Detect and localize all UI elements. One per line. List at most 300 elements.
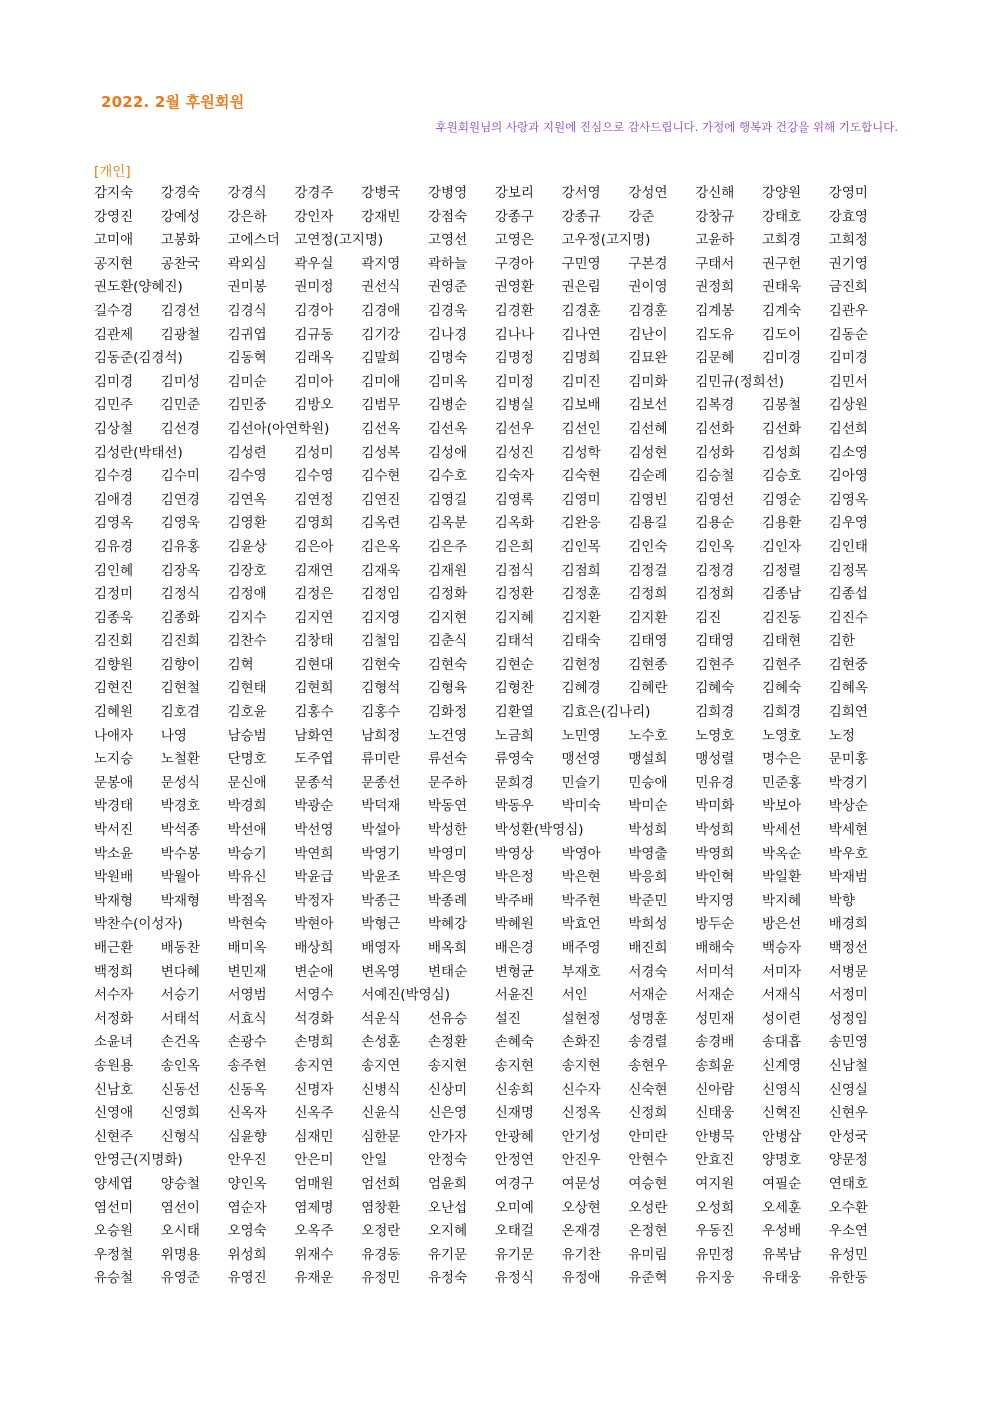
donor-name: 박은영 xyxy=(428,869,468,886)
donor-name: 김보선 xyxy=(628,397,668,414)
donor-name: 김진수 xyxy=(828,609,868,626)
donor-name: 박은현 xyxy=(561,869,601,886)
donor-name: 오성희 xyxy=(695,1199,735,1216)
donor-name: 김영환 xyxy=(227,515,267,532)
donor-name: 강보리 xyxy=(494,185,534,201)
donor-name: 박광순 xyxy=(294,798,334,815)
donor-name: 김영희 xyxy=(294,515,334,532)
donor-name: 김선우 xyxy=(494,420,534,437)
donor-name: 유재운 xyxy=(294,1270,334,1287)
donor-name: 오옥주 xyxy=(294,1223,334,1240)
donor-name: 손광수 xyxy=(227,1034,267,1051)
donor-name: 김경욱 xyxy=(428,302,468,319)
donor-name: 박소윤 xyxy=(94,845,134,862)
donor-name: 서재순 xyxy=(628,987,668,1004)
donor-name: 김연진 xyxy=(361,491,401,508)
donor-name: 김선화 xyxy=(695,420,735,437)
donor-name: 김혜란 xyxy=(628,680,668,697)
donor-name: 염선미 xyxy=(94,1199,134,1216)
donor-name: 김은희 xyxy=(494,538,534,555)
donor-name: 맹성렬 xyxy=(695,751,735,768)
donor-name: 우동진 xyxy=(695,1223,735,1240)
donor-name: 김미경 xyxy=(94,373,134,390)
donor-name: 박원배 xyxy=(94,869,134,886)
donor-name: 김성란(박태선) xyxy=(94,444,183,461)
donor-name: 남희정 xyxy=(361,727,401,744)
donor-name: 박일환 xyxy=(762,869,802,886)
donor-name: 김명숙 xyxy=(428,350,468,367)
donor-name: 김희경 xyxy=(762,704,802,721)
donor-name: 안영근(지명화) xyxy=(94,1152,183,1169)
donor-name: 김병순 xyxy=(428,397,468,414)
donor-name: 성이련 xyxy=(762,1010,802,1027)
name-row xyxy=(94,631,894,655)
donor-name: 김태현 xyxy=(762,633,802,650)
donor-name: 권선식 xyxy=(361,279,401,296)
donor-name: 손혜숙 xyxy=(494,1034,534,1051)
donor-name: 서영수 xyxy=(294,987,334,1004)
donor-name: 김소영 xyxy=(828,444,868,461)
donor-name: 김현종 xyxy=(628,656,668,673)
donor-name: 신수자 xyxy=(561,1081,601,1098)
donor-name: 신혁진 xyxy=(762,1105,802,1122)
donor-name: 권이영 xyxy=(628,279,668,296)
donor-name: 박동우 xyxy=(494,798,534,815)
donor-name: 강영진 xyxy=(94,208,134,225)
donor-name: 엄선희 xyxy=(361,1175,401,1192)
donor-name: 박승기 xyxy=(227,845,267,862)
donor-name: 박희성 xyxy=(628,916,668,933)
donor-name: 신송희 xyxy=(494,1081,534,1098)
donor-name: 송희윤 xyxy=(695,1057,735,1074)
name-row xyxy=(94,655,894,679)
donor-name: 권구헌 xyxy=(762,255,802,272)
donor-name: 손화진 xyxy=(561,1034,601,1051)
donor-name: 문종석 xyxy=(294,774,334,791)
donor-name: 김선혜 xyxy=(628,420,668,437)
donor-name: 오상현 xyxy=(561,1199,601,1216)
donor-name: 박유신 xyxy=(227,869,267,886)
donor-name: 김종섭 xyxy=(828,586,868,603)
donor-name: 백승자 xyxy=(762,940,802,956)
donor-name: 곽하늘 xyxy=(428,255,468,272)
donor-name: 손건옥 xyxy=(160,1034,200,1051)
donor-name: 김성희 xyxy=(762,444,802,461)
donor-name: 김현진 xyxy=(94,680,134,697)
donor-name: 유승철 xyxy=(94,1270,134,1287)
donor-name: 권정희 xyxy=(695,279,735,296)
donor-name: 김은아 xyxy=(294,538,334,555)
donor-name: 유민정 xyxy=(695,1246,735,1263)
donor-name: 신동옥 xyxy=(227,1081,267,1098)
donor-name: 김지영 xyxy=(361,609,401,626)
donor-name: 김동준(김경석) xyxy=(94,350,183,367)
donor-name: 김현정 xyxy=(561,656,601,673)
donor-name: 강종규 xyxy=(561,208,601,225)
donor-name: 여승현 xyxy=(628,1175,668,1192)
donor-name: 김보배 xyxy=(561,397,601,414)
donor-name: 오승원 xyxy=(94,1223,134,1240)
donor-name: 김효은(김나리) xyxy=(561,704,651,721)
donor-name: 김관제 xyxy=(94,326,134,343)
donor-name: 김수현 xyxy=(361,468,401,485)
donor-name: 김성현 xyxy=(628,444,668,461)
donor-name: 김영순 xyxy=(762,491,802,508)
donor-name: 김숙현 xyxy=(561,468,601,485)
donor-name: 김혜경 xyxy=(561,680,601,697)
donor-name: 서태석 xyxy=(160,1010,200,1027)
donor-name: 맹설희 xyxy=(628,751,668,768)
name-row xyxy=(94,1150,894,1174)
donor-name: 김인목 xyxy=(561,538,601,555)
donor-name: 김우영 xyxy=(828,515,868,532)
donor-name: 김도유 xyxy=(695,326,735,343)
donor-name: 박수봉 xyxy=(160,845,200,862)
donor-name: 신정희 xyxy=(628,1105,668,1122)
donor-name: 신윤식 xyxy=(361,1105,401,1122)
donor-name: 민슬기 xyxy=(561,774,601,791)
donor-name: 위재수 xyxy=(294,1246,334,1263)
donor-name: 강양원 xyxy=(762,185,802,201)
donor-name: 김한 xyxy=(828,633,855,650)
donor-name: 김인숙 xyxy=(628,538,668,555)
donor-name: 손명희 xyxy=(294,1034,334,1051)
donor-name: 김연경 xyxy=(160,491,200,508)
donor-name: 서미석 xyxy=(695,963,735,980)
donor-name: 김향이 xyxy=(160,656,200,673)
donor-name: 문신애 xyxy=(227,774,267,791)
donor-name: 박상순 xyxy=(828,798,868,815)
donor-name: 오지혜 xyxy=(428,1223,468,1240)
donor-name: 길수경 xyxy=(94,302,134,319)
donor-name: 성민재 xyxy=(695,1010,735,1027)
donor-name: 김형육 xyxy=(428,680,468,697)
donor-name: 박성희 xyxy=(695,822,735,839)
name-row xyxy=(94,678,894,702)
donor-name: 김지혜 xyxy=(494,609,534,626)
section-label-individual: [개인] xyxy=(94,164,131,180)
donor-name: 강병영 xyxy=(428,185,468,201)
donor-name: 송대흡 xyxy=(762,1034,802,1051)
donor-name: 박지영 xyxy=(695,892,735,909)
donor-name: 곽우실 xyxy=(294,255,334,272)
donor-name: 김혁 xyxy=(227,656,254,673)
donor-name: 김유홍 xyxy=(160,538,200,555)
donor-name: 금진희 xyxy=(828,279,868,296)
donor-name: 김성복 xyxy=(361,444,401,461)
donor-name: 유기문 xyxy=(428,1246,468,1263)
donor-name: 김윤상 xyxy=(227,538,267,555)
name-row xyxy=(94,726,894,750)
donor-name: 우정철 xyxy=(94,1246,134,1263)
donor-name: 김환열 xyxy=(494,704,534,721)
donor-name: 강은하 xyxy=(227,208,267,225)
name-row xyxy=(94,490,894,514)
donor-name: 도주엽 xyxy=(294,751,334,768)
donor-name: 김진 xyxy=(695,609,722,626)
donor-name: 김미성 xyxy=(160,373,200,390)
donor-name: 김순례 xyxy=(628,468,668,485)
donor-name: 김미정 xyxy=(494,373,534,390)
name-row xyxy=(94,749,894,773)
donor-name: 박주배 xyxy=(494,892,534,909)
name-row xyxy=(94,348,894,372)
donor-name: 김현순 xyxy=(494,656,534,673)
donor-name: 김계봉 xyxy=(695,302,735,319)
thanks-message: 후원회원님의 사랑과 지원에 진심으로 감사드립니다. 가정에 행복과 건강을 위해 기도합니다. xyxy=(435,120,898,134)
donor-name: 오세훈 xyxy=(762,1199,802,1216)
donor-name: 신남철 xyxy=(828,1057,868,1074)
donor-name: 김상원 xyxy=(828,397,868,414)
donor-name: 박성한 xyxy=(428,822,468,839)
donor-name: 방두순 xyxy=(695,916,735,933)
donor-name: 곽외심 xyxy=(227,255,267,272)
donor-name: 위성희 xyxy=(227,1246,267,1263)
donor-name: 김영미 xyxy=(561,491,601,508)
donor-name: 심재민 xyxy=(294,1128,334,1145)
donor-name: 단명호 xyxy=(227,751,267,768)
donor-name: 온재경 xyxy=(561,1223,601,1240)
name-row xyxy=(94,1009,894,1033)
donor-name: 유미림 xyxy=(628,1246,668,1263)
donor-name: 서경숙 xyxy=(628,963,668,980)
donor-name: 박보아 xyxy=(762,798,802,815)
name-row xyxy=(94,301,894,325)
donor-name: 서병문 xyxy=(828,963,868,980)
donor-name: 신영식 xyxy=(762,1081,802,1098)
donor-name: 김옥분 xyxy=(428,515,468,532)
donor-name: 서수자 xyxy=(94,987,134,1004)
donor-name: 박혜강 xyxy=(428,916,468,933)
donor-name: 류선숙 xyxy=(428,751,468,768)
donor-name: 김수미 xyxy=(160,468,200,485)
donor-name: 김태석 xyxy=(494,633,534,650)
donor-name: 강재빈 xyxy=(361,208,401,225)
donor-name: 김용환 xyxy=(762,515,802,532)
donor-name: 강준 xyxy=(628,208,655,225)
donor-name: 김경훈 xyxy=(628,302,668,319)
donor-name: 김수호 xyxy=(428,468,468,485)
donor-name: 배진희 xyxy=(628,940,668,956)
donor-name: 김정걸 xyxy=(628,562,668,579)
donor-name: 박은정 xyxy=(494,869,534,886)
donor-name: 김철임 xyxy=(361,633,401,650)
donor-name: 송경렬 xyxy=(628,1034,668,1051)
donor-name: 김은주 xyxy=(428,538,468,555)
donor-name: 김현철 xyxy=(160,680,200,697)
donor-name: 배동찬 xyxy=(160,940,200,956)
donor-name: 양세엽 xyxy=(94,1175,134,1192)
donor-name: 감지숙 xyxy=(94,185,134,201)
donor-name: 김형찬 xyxy=(494,680,534,697)
donor-name: 김현주 xyxy=(695,656,735,673)
donor-name: 김정식 xyxy=(160,586,200,603)
donor-name: 오성란 xyxy=(628,1199,668,1216)
donor-name: 신영희 xyxy=(160,1105,200,1122)
donor-name: 노지승 xyxy=(94,751,134,768)
donor-name: 부재호 xyxy=(561,963,601,980)
donor-name: 신영애 xyxy=(94,1105,134,1122)
donor-name: 배미옥 xyxy=(227,940,267,956)
donor-name: 김재욱 xyxy=(361,562,401,579)
donor-name: 김홍수 xyxy=(294,704,334,721)
donor-name: 김영길 xyxy=(428,491,468,508)
donor-name: 김정애 xyxy=(227,586,267,603)
donor-name: 남화연 xyxy=(294,727,334,744)
donor-name: 박찬수(이성자) xyxy=(94,916,183,933)
donor-name: 서예진(박영심) xyxy=(361,987,450,1004)
donor-name: 배상희 xyxy=(294,940,334,956)
donor-name: 김영욱 xyxy=(160,515,200,532)
donor-name: 박설아 xyxy=(361,822,401,839)
donor-name: 박주현 xyxy=(561,892,601,909)
donor-name: 김지환 xyxy=(561,609,601,626)
donor-name: 안병삼 xyxy=(762,1128,802,1145)
donor-name: 김정은 xyxy=(294,586,334,603)
donor-name: 김현주 xyxy=(762,656,802,673)
donor-name: 박세선 xyxy=(762,822,802,839)
donor-name: 여문성 xyxy=(561,1175,601,1192)
donor-name: 김지환 xyxy=(628,609,668,626)
donor-name: 김관우 xyxy=(828,302,868,319)
donor-name: 김희연 xyxy=(828,704,868,721)
name-row xyxy=(94,867,894,891)
donor-name: 노영호 xyxy=(762,727,802,744)
donor-name: 김경환 xyxy=(494,302,534,319)
donor-name: 고영선 xyxy=(428,232,468,249)
donor-name: 김선옥 xyxy=(428,420,468,437)
donor-name: 박영기 xyxy=(361,845,401,862)
donor-name: 김정미 xyxy=(94,586,134,603)
donor-name: 안진우 xyxy=(561,1152,601,1169)
name-row xyxy=(94,608,894,632)
donor-name: 김혜숙 xyxy=(762,680,802,697)
donor-name: 양승철 xyxy=(160,1175,200,1192)
donor-name: 안현수 xyxy=(628,1152,668,1169)
donor-name: 변민재 xyxy=(227,963,267,980)
donor-name: 강경주 xyxy=(294,185,334,201)
donor-name: 박경태 xyxy=(94,798,134,815)
donor-name: 권기영 xyxy=(828,255,868,272)
donor-name: 김화정 xyxy=(428,704,468,721)
donor-name: 김묘완 xyxy=(628,350,668,367)
donor-name: 박영미 xyxy=(428,845,468,862)
donor-name: 강경숙 xyxy=(160,185,200,201)
donor-name: 김선옥 xyxy=(361,420,401,437)
donor-name: 성명훈 xyxy=(628,1010,668,1027)
donor-name: 신옥주 xyxy=(294,1105,334,1122)
donor-name: 김재연 xyxy=(294,562,334,579)
name-row xyxy=(94,1127,894,1151)
donor-name: 강신해 xyxy=(695,185,735,201)
donor-name: 김진희 xyxy=(160,633,200,650)
donor-name: 강창규 xyxy=(695,208,735,225)
donor-name: 신형식 xyxy=(160,1128,200,1145)
donor-name: 김혜옥 xyxy=(828,680,868,697)
name-row xyxy=(94,183,894,207)
donor-name: 서인 xyxy=(561,987,588,1004)
donor-name: 오난섭 xyxy=(428,1199,468,1216)
donor-name: 박윤급 xyxy=(294,869,334,886)
donor-name: 김지수 xyxy=(227,609,267,626)
donor-name: 박세현 xyxy=(828,822,868,839)
donor-name: 우성배 xyxy=(762,1223,802,1240)
donor-name: 안미란 xyxy=(628,1128,668,1145)
donor-name: 박동연 xyxy=(428,798,468,815)
donor-name: 민준홍 xyxy=(762,774,802,791)
donor-name: 김성화 xyxy=(695,444,735,461)
donor-name: 김호겸 xyxy=(160,704,200,721)
donor-name: 김민준 xyxy=(160,397,200,414)
donor-name: 김형석 xyxy=(361,680,401,697)
donor-name: 김정목 xyxy=(828,562,868,579)
name-row xyxy=(94,207,894,231)
donor-name: 신태웅 xyxy=(695,1105,735,1122)
donor-name: 엄매원 xyxy=(294,1175,334,1192)
donor-name: 김성미 xyxy=(294,444,334,461)
donor-name: 김진회 xyxy=(94,633,134,650)
donor-name: 송지현 xyxy=(428,1057,468,1074)
donor-name: 김영선 xyxy=(695,491,735,508)
donor-name: 박서진 xyxy=(94,822,134,839)
donor-name: 김난이 xyxy=(628,326,668,343)
donor-name: 김종화 xyxy=(160,609,200,626)
donor-name: 박응희 xyxy=(628,869,668,886)
donor-name: 권영환 xyxy=(494,279,534,296)
donor-name: 명수은 xyxy=(762,751,802,768)
donor-name: 안정숙 xyxy=(428,1152,468,1169)
donor-name: 김계숙 xyxy=(762,302,802,319)
donor-name: 김나연 xyxy=(561,326,601,343)
donor-name: 송지현 xyxy=(561,1057,601,1074)
donor-name: 신상미 xyxy=(428,1081,468,1098)
donor-name: 강효영 xyxy=(828,208,868,225)
name-row xyxy=(94,419,894,443)
donor-name: 오영숙 xyxy=(227,1223,267,1240)
donor-name: 김태영 xyxy=(628,633,668,650)
donor-name: 박윤조 xyxy=(361,869,401,886)
donor-name: 고우정(고지명) xyxy=(561,232,651,249)
donor-name: 염창환 xyxy=(361,1199,401,1216)
donor-name: 김복경 xyxy=(695,397,735,414)
donor-name: 김봉철 xyxy=(762,397,802,414)
name-row xyxy=(94,513,894,537)
donor-name: 오태걸 xyxy=(494,1223,534,1240)
name-row xyxy=(94,1221,894,1245)
donor-name: 고영은 xyxy=(494,232,534,249)
donor-name: 박영출 xyxy=(628,845,668,862)
donor-name: 김애경 xyxy=(94,491,134,508)
donor-name: 김점식 xyxy=(494,562,534,579)
donor-name: 유정식 xyxy=(494,1270,534,1287)
donor-name: 안기성 xyxy=(561,1128,601,1145)
donor-name: 권은림 xyxy=(561,279,601,296)
name-row xyxy=(94,1080,894,1104)
donor-name: 유기찬 xyxy=(561,1246,601,1263)
donor-name: 심윤향 xyxy=(227,1128,267,1145)
donor-name: 김미화 xyxy=(628,373,668,390)
donor-name: 송지연 xyxy=(294,1057,334,1074)
donor-name: 심한문 xyxy=(361,1128,401,1145)
name-row xyxy=(94,466,894,490)
donor-name: 김경선 xyxy=(160,302,200,319)
donor-name: 유태웅 xyxy=(762,1270,802,1287)
name-row xyxy=(94,796,894,820)
donor-name: 김태숙 xyxy=(561,633,601,650)
donor-name: 성정임 xyxy=(828,1010,868,1027)
donor-name: 김민서 xyxy=(828,373,868,390)
donor-name: 김현태 xyxy=(227,680,267,697)
